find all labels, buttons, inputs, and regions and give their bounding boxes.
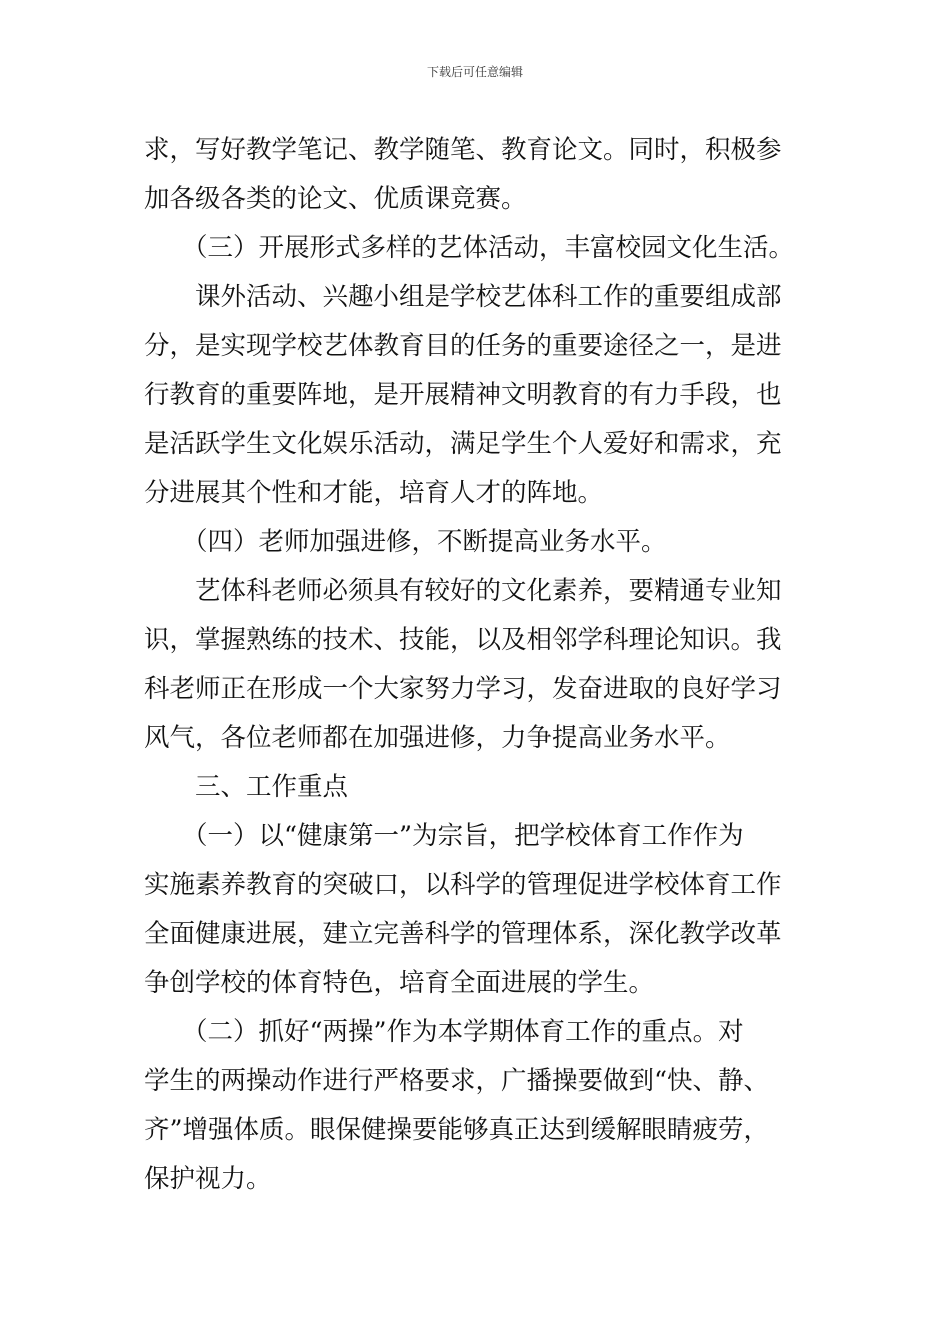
text-line-18: 争创学校的体育特色，培育全面进展的学生。 bbox=[144, 968, 655, 998]
text-line-19: （二）抓好“两操”作为本学期体育工作的重点。对 bbox=[182, 1017, 744, 1047]
document-body bbox=[144, 126, 809, 1204]
text-line-15: （一）以“健康第一”为宗旨，把学校体育工作作为 bbox=[182, 821, 744, 851]
section-heading-3: （三）开展形式多样的艺体活动，丰富校园文化生活。 bbox=[182, 233, 795, 263]
text-line-10: 艺体科老师必须具有较好的文化素养，要精通专业知 bbox=[195, 576, 782, 606]
text-line-1: 求，写好教学笔记、教学随笔、教育论文。同时，积极参 bbox=[144, 135, 782, 165]
page-header: 下载后可任意编辑 bbox=[426, 65, 523, 79]
text-line-5: 分，是实现学校艺体教育目的任务的重要途径之一，是进 bbox=[144, 331, 782, 361]
text-line-8: 分进展其个性和才能，培育人才的阵地。 bbox=[144, 478, 604, 508]
text-line-22: 保护视力。 bbox=[144, 1164, 272, 1194]
text-line-13: 风气，各位老师都在加强进修，力争提高业务水平。 bbox=[144, 723, 731, 753]
text-line-7: 是活跃学生文化娱乐活动，满足学生个人爱好和需求，充 bbox=[144, 429, 782, 459]
text-line-11: 识，掌握熟练的技术、技能，以及相邻学科理论知识。我 bbox=[144, 625, 782, 655]
text-line-6: 行教育的重要阵地，是开展精神文明教育的有力手段，也 bbox=[144, 380, 782, 410]
text-line-2: 加各级各类的论文、优质课竞赛。 bbox=[144, 184, 527, 214]
text-line-12: 科老师正在形成一个大家努力学习，发奋进取的良好学习 bbox=[144, 674, 782, 704]
section-heading-work-focus: 三、工作重点 bbox=[195, 772, 349, 802]
text-line-17: 全面健康进展，建立完善科学的管理体系，深化教学改革 bbox=[144, 919, 782, 949]
text-line-21: 齐”增强体质。眼保健操要能够真正达到缓解眼睛疲劳， bbox=[144, 1115, 770, 1145]
text-line-4: 课外活动、兴趣小组是学校艺体科工作的重要组成部 bbox=[195, 282, 782, 312]
text-line-20: 学生的两操动作进行严格要求，广播操要做到“快、静、 bbox=[144, 1066, 770, 1096]
section-heading-4: （四）老师加强进修，不断提高业务水平。 bbox=[182, 527, 667, 557]
text-line-16: 实施素养教育的突破口，以科学的管理促进学校体育工作 bbox=[144, 870, 782, 900]
